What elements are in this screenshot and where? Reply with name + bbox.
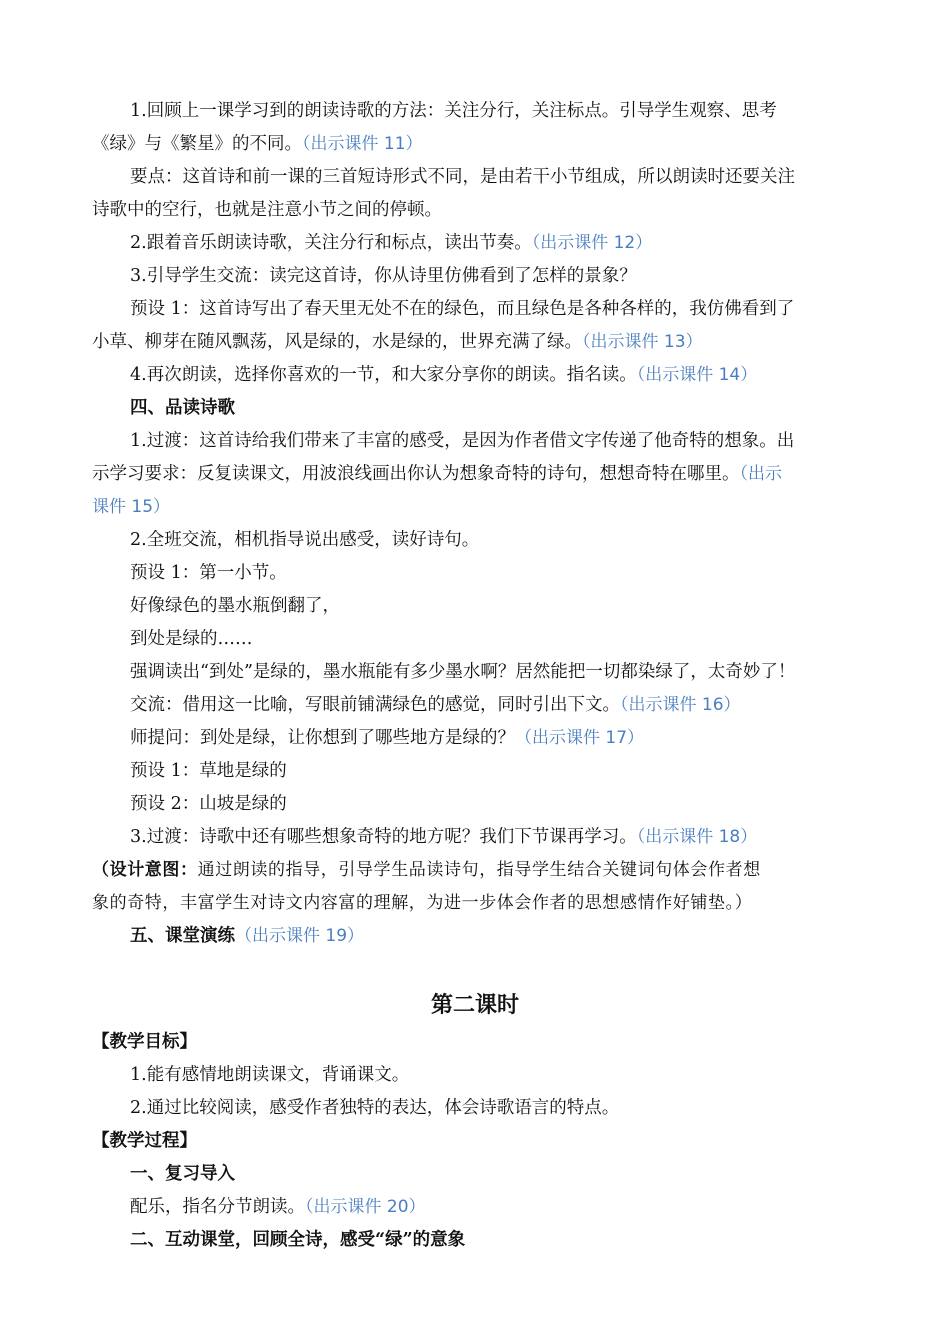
paragraph-review-method: 1.回顾上一课学习到的朗读诗歌的方法：关注分行，关注标点。引导学生观察、思考: [130, 101, 777, 121]
courseware-ref-15-cont: 课件 15）: [92, 497, 171, 517]
courseware-ref-11: （出示课件 11）: [302, 134, 423, 154]
paragraph-metaphor: 交流：借用这一比喻，写眼前铺满绿色的感觉，同时引出下文。（出示课件 16）: [130, 695, 741, 715]
paragraph-guide-exchange: 3.引导学生交流：读完这首诗，你从诗里仿佛看到了怎样的景象？: [130, 266, 637, 286]
section-heading-5: 五、课堂演练（出示课件 19）: [130, 926, 365, 946]
paragraph-key-point-cont: 诗歌中的空行，也就是注意小节之间的停顿。: [92, 200, 442, 220]
courseware-ref-15: （出示: [739, 464, 782, 484]
paragraph-preset-first-section: 预设 1：第一小节。: [130, 563, 287, 583]
paragraph-preset-1: 预设 1：这首诗写出了春天里无处不在的绿色，而且绿色是各种各样的，我仿佛看到了: [130, 299, 795, 319]
courseware-ref-13: （出示课件 13）: [582, 332, 703, 352]
paragraph-design-intent-cont: 象的奇特，丰富学生对诗文内容富的理解，为进一步体会作者的思想感情作好铺垫。）: [92, 893, 753, 913]
paragraph-key-point: 要点：这首诗和前一课的三首短诗形式不同，是由若干小节组成，所以朗读时还要关注: [130, 167, 795, 187]
paragraph-read-again: 4.再次朗读，选择你喜欢的一节，和大家分享你的朗读。指名读。（出示课件 14）: [130, 365, 758, 385]
paragraph-next-lesson: 3.过渡：诗歌中还有哪些想象奇特的地方呢？我们下节课再学习。（出示课件 18）: [130, 827, 758, 847]
paragraph-teacher-question: 师提问：到处是绿，让你想到了哪些地方是绿的？（出示课件 17）: [130, 728, 645, 748]
courseware-ref-16: （出示课件 16）: [620, 695, 741, 715]
paragraph-transition-cont: 示学习要求：反复读课文，用波浪线画出你认为想象奇特的诗句，想想奇特在哪里。（出示: [92, 464, 782, 484]
paragraph-preset-hill: 预设 2：山坡是绿的: [130, 794, 287, 814]
step-interactive-class: 二、互动课堂，回顾全诗，感受“绿”的意象: [130, 1230, 466, 1250]
teaching-process-heading: 【教学过程】: [92, 1131, 197, 1151]
paragraph-emphasis: 强调读出“到处”是绿的，墨水瓶能有多少墨水啊？居然能把一切都染绿了，太奇妙了！: [130, 662, 796, 682]
paragraph-preset-grass: 预设 1：草地是绿的: [130, 761, 287, 781]
courseware-ref-20: （出示课件 20）: [305, 1197, 426, 1217]
paragraph-design-intent: （设计意图：通过朗读的指导，引导学生品读诗句，指导学生结合关键词句体会作者想: [92, 860, 761, 880]
step-review-intro: 一、复习导入: [130, 1164, 235, 1184]
paragraph-transition: 1.过渡：这首诗给我们带来了丰富的感受，是因为作者借文字传递了他奇特的想象。出: [130, 431, 795, 451]
paragraph-class-exchange: 2.全班交流，相机指导说出感受，读好诗句。: [130, 530, 480, 550]
paragraph-transition-cont2: [0, 495, 950, 519]
lesson-2-title: 第二课时: [430, 993, 519, 1018]
teaching-goal-2: 2.通过比较阅读，感受作者独特的表达，体会诗歌语言的特点。: [130, 1098, 620, 1118]
paragraph-preset-1-cont: 小草、柳芽在随风飘荡，风是绿的，水是绿的，世界充满了绿。（出示课件 13）: [92, 332, 703, 352]
paragraph-music-reading: 2.跟着音乐朗读诗歌，关注分行和标点，读出节奏。（出示课件 12）: [130, 233, 653, 253]
paragraph-music-section-reading: 配乐，指名分节朗读。（出示课件 20）: [130, 1197, 426, 1217]
courseware-ref-17: （出示课件 17）: [515, 728, 645, 748]
courseware-ref-14: （出示课件 14）: [636, 365, 758, 385]
courseware-ref-12: （出示课件 12）: [531, 233, 653, 253]
teaching-goals-heading: 【教学目标】: [92, 1032, 197, 1052]
paragraph-review-method-cont: 《绿》与《繁星》的不同。（出示课件 11）: [92, 134, 423, 154]
poem-line-1: 好像绿色的墨水瓶倒翻了，: [130, 596, 340, 616]
section-heading-4: 四、品读诗歌: [130, 398, 235, 418]
poem-line-2: 到处是绿的……: [130, 629, 253, 649]
teaching-goal-1: 1.能有感情地朗读课文，背诵课文。: [130, 1065, 410, 1085]
courseware-ref-19: （出示课件 19）: [235, 926, 365, 946]
courseware-ref-18: （出示课件 18）: [636, 827, 758, 847]
